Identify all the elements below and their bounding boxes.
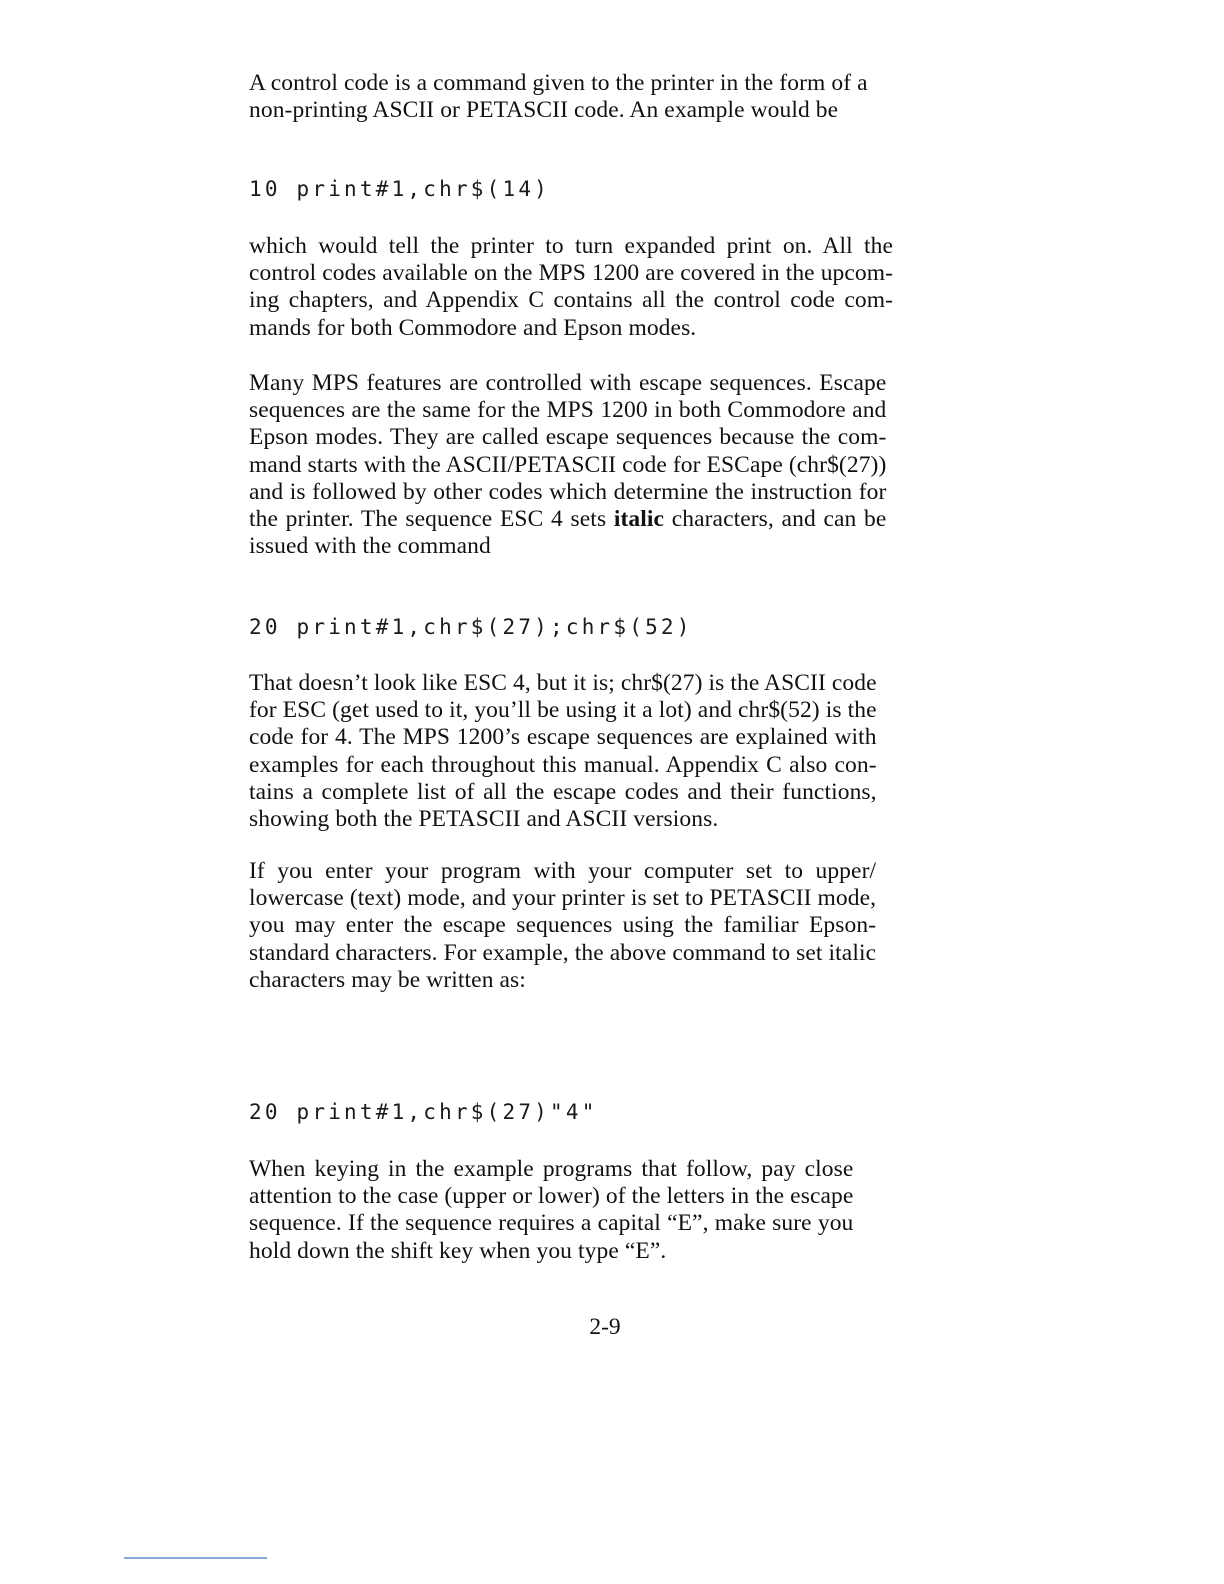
paragraph-keying-case [249, 1156, 853, 1265]
text-line: Many MPS features are controlled with escape sequences. Escape [249, 370, 887, 396]
text-line: for ESC (get used to it, you’ll be using it a lot) and chr$(52) is the [249, 697, 877, 724]
text-line: characters may be written as: [249, 966, 526, 993]
code-example-expanded-print: 10 print#1,chr$(14) [249, 177, 551, 201]
paragraph-esc-explanation [249, 670, 877, 833]
paragraph-escape-sequences [249, 370, 886, 560]
text-run: characters, and can be [664, 506, 887, 533]
paragraph-control-code-intro [249, 70, 868, 124]
text-run: the printer. The sequence ESC 4 sets [249, 506, 614, 533]
text-line: you may enter the escape sequences using the familiar Epson- [249, 912, 877, 939]
text-line: tains a complete list of all the escape codes and their functions, [249, 778, 877, 805]
text-line: Epson modes. They are called escape sequences because the com- [249, 424, 887, 451]
code-example-italic-string: 20 print#1,chr$(27)"4" [249, 1100, 598, 1124]
text-line: and is followed by other codes which determine the instruction for [249, 478, 887, 505]
text-line: standard characters. For example, the above command to set italic [249, 939, 877, 966]
text-line: control codes available on the MPS 1200 are covered in the upcom- [249, 260, 894, 287]
text-line: examples for each throughout this manual. Appendix C also con- [249, 751, 877, 778]
text-line: When keying in the example programs that follow, pay close [249, 1156, 854, 1182]
text-line: hold down the shift key when you type “E”. [249, 1237, 667, 1264]
text-line: code for 4. The MPS 1200’s escape sequences are explained with [249, 724, 877, 751]
text-line: A control code is a command given to the printer in the form of a [249, 70, 868, 96]
footer-rule [124, 1557, 267, 1559]
text-line: issued with the command [249, 533, 491, 560]
page-number: 2-9 [589, 1314, 621, 1340]
text-line: mands for both Commodore and Epson modes. [249, 314, 697, 341]
text-line: sequences are the same for the MPS 1200 in both Commodore and [249, 397, 887, 424]
code-example-italic-chr: 20 print#1,chr$(27);chr$(52) [249, 615, 693, 639]
text-line: lowercase (text) mode, and your printer is set to PETASCII mode, [249, 885, 877, 912]
text-line: ing chapters, and Appendix C contains all the control code com- [249, 287, 894, 314]
paragraph-lowercase-mode [249, 858, 876, 994]
text-line: mand starts with the ASCII/PETASCII code for ESCape (chr$(27)) [249, 451, 887, 478]
paragraph-expanded-print [249, 233, 893, 342]
text-line: which would tell the printer to turn expanded print on. All the [249, 233, 894, 259]
text-line: attention to the case (upper or lower) of the letters in the escape [249, 1183, 854, 1210]
text-line [249, 506, 886, 533]
bold-term-italic: italic [613, 506, 665, 533]
text-line: non-printing ASCII or PETASCII code. An example would be [249, 97, 839, 124]
text-line: That doesn’t look like ESC 4, but it is; chr$(27) is the ASCII code [249, 670, 877, 696]
text-line: If you enter your program with your computer set to upper/ [249, 858, 877, 884]
text-line: showing both the PETASCII and ASCII versions. [249, 806, 719, 833]
text-line: sequence. If the sequence requires a capital “E”, make sure you [249, 1210, 854, 1237]
